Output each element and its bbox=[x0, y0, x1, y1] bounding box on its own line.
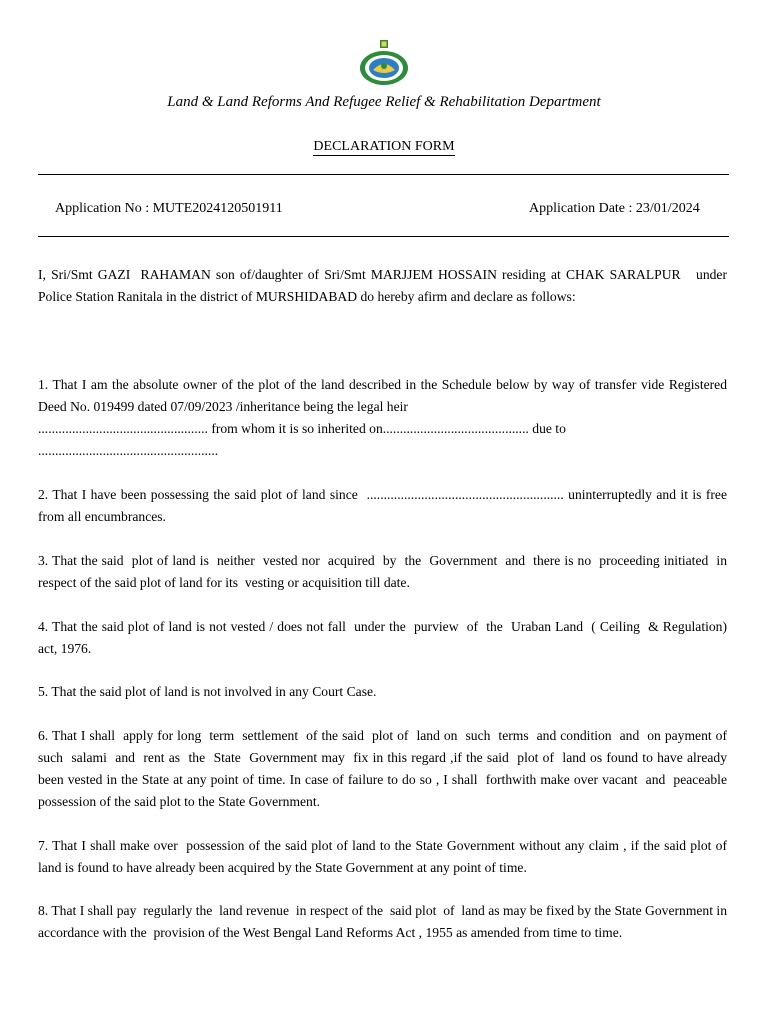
form-title-text: DECLARATION FORM bbox=[313, 139, 455, 154]
declarant-intro: I, Sri/Smt GAZI RAHAMAN son of/daughter of Sri/Smt MARJJEM HOSSAIN residing at CHAK SARALPUR under Police Station Ranitala in the district of MURSHIDABAD do hereby afirm and declare as follows: bbox=[38, 267, 731, 304]
bottom-divider bbox=[38, 236, 729, 237]
application-date bbox=[529, 201, 700, 217]
west-bengal-emblem-icon bbox=[357, 38, 411, 86]
clause-8-land-revenue: 8. That I shall pay regularly the land revenue in respect of the said plot of land as may be fixed by the State Government in accordance with the provision of the West Bengal Land Reforms Act , 1955 as amended from time to time. bbox=[38, 903, 734, 940]
form-title bbox=[0, 139, 768, 155]
department-name: Land & Land Reforms And Refugee Relief & Rehabilitation Department bbox=[167, 94, 601, 110]
application-number-label: Application No : bbox=[55, 201, 153, 216]
clause-1-ownership: 1. That I am the absolute owner of the plot of the land described in the Schedule below by way of transfer vide Registered Deed No. 019499 dated 07/09/2023 /inheritance being the legal heir .................................................. from whom it is so inherited on........................................... due to ..................................................... bbox=[38, 377, 727, 458]
application-number-value: MUTE2024120501911 bbox=[152, 201, 283, 216]
clause-7-possession-handover: 7. That I shall make over possession of the said plot of land to the State Government without any claim , if the said plot of land is found to have already been acquired by the State Government at any point of time. bbox=[38, 838, 731, 875]
top-divider bbox=[38, 174, 729, 175]
application-date-label: Application Date : bbox=[529, 201, 636, 216]
clause-4-urban-land: 4. That the said plot of land is not vested / does not fall under the purview of the Uraban Land ( Ceiling & Regulation) act, 1976. bbox=[38, 619, 734, 656]
clause-5-court-case: 5. That the said plot of land is not involved in any Court Case. bbox=[38, 684, 377, 699]
clause-6-settlement: 6. That I shall apply for long term settlement of the said plot of land on such terms and condition and on payment of such salami and rent as the State Government may fix in this regard ,if the said plot of land os found to have already been vested in the State at any point of time. In case of failure to do so , I shall forthwith make over vacant and peaceable possession of the said plot to the State Government. bbox=[38, 728, 731, 809]
application-number bbox=[55, 201, 283, 217]
application-date-value: 23/01/2024 bbox=[635, 201, 700, 216]
clause-3-not-vested: 3. That the said plot of land is neither vested nor acquired by the Government and there is no proceeding initiated in respect of the said plot of land for its vesting or acquisition till date. bbox=[38, 553, 734, 590]
clause-2-possession: 2. That I have been possessing the said plot of land since .......................................................... uninterruptedly and it is free from all encumbrances. bbox=[38, 487, 731, 524]
